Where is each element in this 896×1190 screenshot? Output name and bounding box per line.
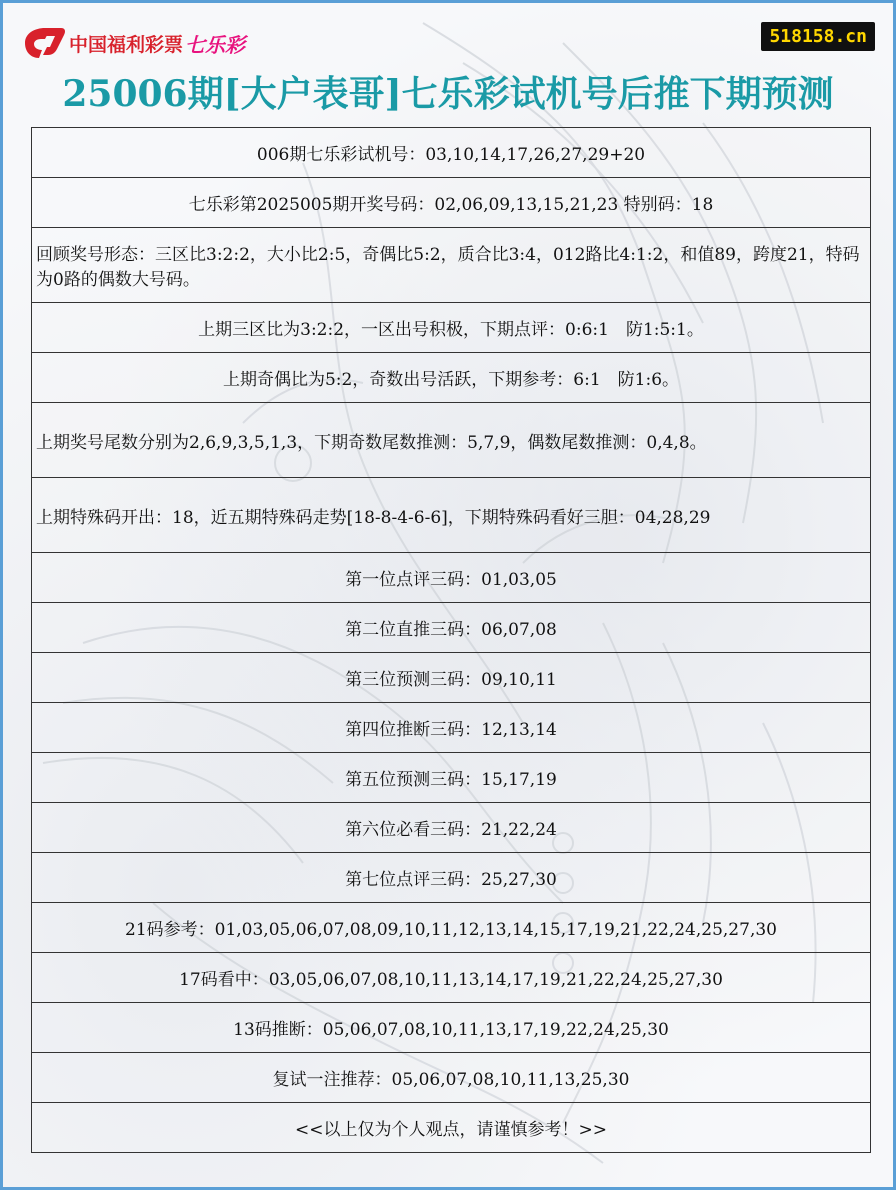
table-row xyxy=(32,603,871,653)
row-position-5: 第五位预测三码：15,17,19 xyxy=(32,753,871,803)
row-position-6: 第六位必看三码：21,22,24 xyxy=(32,803,871,853)
site-badge: 518158.cn xyxy=(761,22,875,51)
table-row xyxy=(32,228,871,303)
table-row xyxy=(32,553,871,603)
logo-text: 中国福利彩票 xyxy=(69,33,184,56)
row-position-1: 第一位点评三码：01,03,05 xyxy=(32,553,871,603)
row-special-code: 上期特殊码开出：18，近五期特殊码走势[18-8-4-6-6]，下期特殊码看好三胆：04,28,29 xyxy=(32,478,871,553)
row-position-4: 第四位推断三码：12,13,14 xyxy=(32,703,871,753)
table-row xyxy=(32,478,871,553)
row-position-2: 第二位直推三码：06,07,08 xyxy=(32,603,871,653)
row-multi-recommendation: 复试一注推荐：05,06,07,08,10,11,13,25,30 xyxy=(32,1053,871,1103)
row-odd-even: 上期奇偶比为5:2，奇数出号活跃，下期参考：6:1 防1:6。 xyxy=(32,353,871,403)
page-title: 25006期[大户表哥]七乐彩试机号后推下期预测 xyxy=(62,73,834,115)
table-row xyxy=(32,753,871,803)
table-row xyxy=(32,703,871,753)
table-row xyxy=(32,1003,871,1053)
table-row xyxy=(32,303,871,353)
row-position-7: 第七位点评三码：25,27,30 xyxy=(32,853,871,903)
row-17-codes: 17码看中：03,05,06,07,08,10,11,13,14,17,19,21,22,24,25,27,30 xyxy=(32,953,871,1003)
row-review-pattern: 回顾奖号形态：三区比3:2:2，大小比2:5，奇偶比5:2，质合比3:4，012路比4:1:2，和值89，跨度21，特码为0路的偶数大号码。 xyxy=(32,228,871,303)
row-disclaimer: <<以上仅为个人观点，请谨慎参考！>> xyxy=(32,1103,871,1153)
table-row xyxy=(32,953,871,1003)
row-last-draw: 七乐彩第2025005期开奖号码：02,06,09,13,15,21,23 特别码：18 xyxy=(32,178,871,228)
row-zone-ratio: 上期三区比为3:2:2，一区出号积极，下期点评：0:6:1 防1:5:1。 xyxy=(32,303,871,353)
row-tail-numbers: 上期奖号尾数分别为2,6,9,3,5,1,3，下期奇数尾数推测：5,7,9，偶数尾数推测：0,4,8。 xyxy=(32,403,871,478)
table-row xyxy=(32,353,871,403)
table-row xyxy=(32,803,871,853)
table-row xyxy=(32,403,871,478)
logo-game-name: 七乐彩 xyxy=(185,32,246,57)
table-row xyxy=(32,1103,871,1153)
table-row xyxy=(32,653,871,703)
lottery-logo xyxy=(21,25,245,61)
table-row xyxy=(32,128,871,178)
row-13-codes: 13码推断：05,06,07,08,10,11,13,17,19,22,24,25,30 xyxy=(32,1003,871,1053)
row-test-numbers: 006期七乐彩试机号：03,10,14,17,26,27,29+20 xyxy=(32,128,871,178)
table-row xyxy=(32,853,871,903)
row-21-codes: 21码参考：01,03,05,06,07,08,09,10,11,12,13,14,15,17,19,21,22,24,25,27,30 xyxy=(32,903,871,953)
row-position-3: 第三位预测三码：09,10,11 xyxy=(32,653,871,703)
table-row xyxy=(32,903,871,953)
table-row xyxy=(32,178,871,228)
table-row xyxy=(32,1053,871,1103)
welfare-lottery-logo-icon xyxy=(21,25,67,61)
prediction-table xyxy=(31,127,871,1153)
